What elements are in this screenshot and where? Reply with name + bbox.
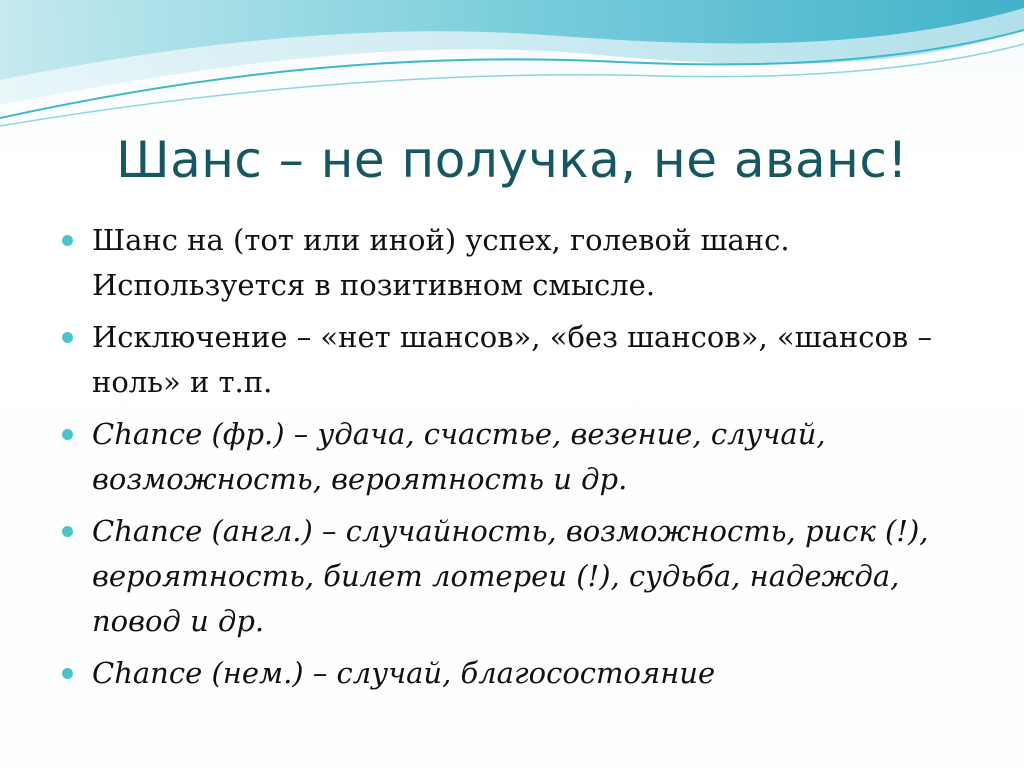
- list-item: [62, 651, 962, 696]
- bullet-text: Шанс на (тот или иной) успех, голевой шанс. Используется в позитивном смысле.: [92, 223, 790, 302]
- bullet-dot-icon: [62, 235, 73, 246]
- bullet-dot-icon: [62, 429, 73, 440]
- list-item: [62, 412, 962, 502]
- bullet-dot-icon: [62, 526, 73, 537]
- slide-title: Шанс – не получка, не аванс!: [116, 131, 908, 189]
- bullet-list: [62, 218, 962, 703]
- bullet-dot-icon: [62, 332, 73, 343]
- wave-decoration: [0, 0, 1024, 140]
- list-item: [62, 218, 962, 308]
- bullet-dot-icon: [62, 668, 73, 679]
- bullet-text: Chance (англ.) – случайность, возможность, риск (!), вероятность, билет лотереи (!), судьба, надежда, повод и др.: [92, 514, 929, 638]
- list-item: [62, 315, 962, 405]
- bullet-text: Chance (фр.) – удача, счастье, везение, случай, возможность, вероятность и др.: [92, 417, 826, 496]
- bullet-text: Chance (нем.) – случай, благосостояние: [92, 656, 716, 690]
- bullet-text: Исключение – «нет шансов», «без шансов», «шансов – ноль» и т.п.: [92, 320, 932, 399]
- list-item: [62, 509, 962, 644]
